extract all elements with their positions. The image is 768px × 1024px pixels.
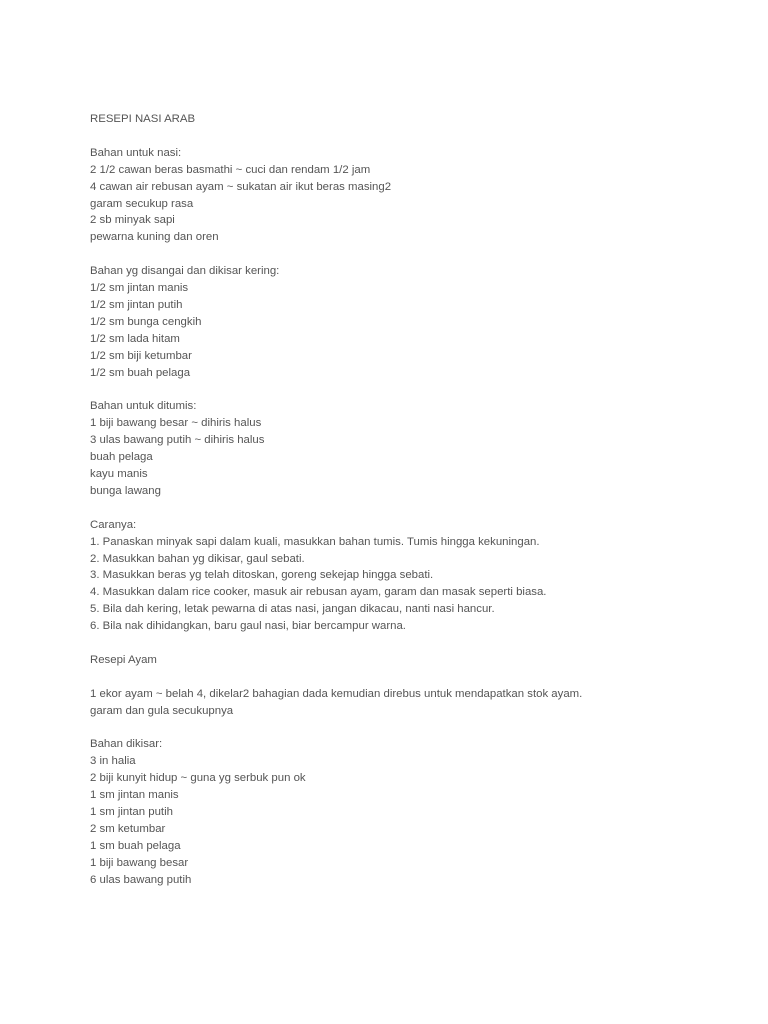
- step-line: 1. Panaskan minyak sapi dalam kuali, masukkan bahan tumis. Tumis hingga kekuningan.: [90, 535, 540, 548]
- section-bahan-tumis: [90, 398, 750, 499]
- step-line: 3. Masukkan beras yg telah ditoskan, goreng sekejap hingga sebati.: [90, 569, 434, 582]
- spacer: [90, 635, 750, 652]
- step-line: 5. Bila dah kering, letak pewarna di atas nasi, jangan dikacau, nanti nasi hancur.: [90, 603, 495, 616]
- section-caranya: [90, 517, 750, 635]
- ingredient-line: 1 sm buah pelaga: [90, 839, 181, 852]
- section-heading: Bahan untuk nasi:: [90, 146, 182, 159]
- section-heading: Bahan dikisar:: [90, 738, 163, 751]
- spacer: [90, 669, 750, 686]
- ingredient-line: garam secukup rasa: [90, 197, 194, 210]
- section-heading: Bahan untuk ditumis:: [90, 400, 197, 413]
- ingredient-line: 1/2 sm jintan putih: [90, 298, 183, 311]
- ingredient-line: 1/2 sm biji ketumbar: [90, 349, 192, 362]
- section-heading: Caranya:: [90, 518, 137, 531]
- ingredient-line: 1/2 sm lada hitam: [90, 332, 180, 345]
- ingredient-line: 1/2 sm buah pelaga: [90, 366, 191, 379]
- step-line: 4. Masukkan dalam rice cooker, masuk air rebusan ayam, garam dan masak seperti biasa.: [90, 586, 547, 599]
- ingredient-line: buah pelaga: [90, 451, 153, 464]
- ingredient-line: 1 biji bawang besar ~ dihiris halus: [90, 417, 262, 430]
- subrecipe-title: Resepi Ayam: [90, 653, 157, 666]
- spacer: [90, 500, 750, 517]
- ingredient-line: 1 sm jintan putih: [90, 806, 173, 819]
- ingredient-line: garam dan gula secukupnya: [90, 704, 234, 717]
- ingredient-line: pewarna kuning dan oren: [90, 231, 219, 244]
- ingredient-line: 2 biji kunyit hidup ~ guna yg serbuk pun ok: [90, 772, 306, 785]
- section-ayam: [90, 686, 750, 720]
- document-page: [90, 111, 750, 889]
- ingredient-line: 1 biji bawang besar: [90, 856, 189, 869]
- ingredient-line: 6 ulas bawang putih: [90, 873, 192, 886]
- ingredient-line: 1/2 sm jintan manis: [90, 282, 189, 295]
- section-bahan-nasi: [90, 145, 750, 246]
- ingredient-line: 3 ulas bawang putih ~ dihiris halus: [90, 434, 265, 447]
- ingredient-line: 1 ekor ayam ~ belah 4, dikelar2 bahagian dada kemudian direbus untuk mendapatkan stok ayam.: [90, 687, 583, 700]
- ingredient-line: bunga lawang: [90, 484, 161, 497]
- step-line: 2. Masukkan bahan yg dikisar, gaul sebati.: [90, 552, 305, 565]
- ingredient-line: 3 in halia: [90, 755, 136, 768]
- recipe-title: RESEPI NASI ARAB: [90, 113, 196, 125]
- ingredient-line: 2 sm ketumbar: [90, 822, 166, 835]
- ingredient-line: 1/2 sm bunga cengkih: [90, 315, 202, 328]
- spacer: [90, 381, 750, 398]
- step-line: 6. Bila nak dihidangkan, baru gaul nasi, biar bercampur warna.: [90, 620, 406, 633]
- spacer: [90, 246, 750, 263]
- section-bahan-dikisar: [90, 736, 750, 888]
- ingredient-line: 4 cawan air rebusan ayam ~ sukatan air ikut beras masing2: [90, 180, 392, 193]
- ingredient-line: 2 1/2 cawan beras basmathi ~ cuci dan rendam 1/2 jam: [90, 163, 371, 176]
- ingredient-line: 2 sb minyak sapi: [90, 214, 175, 227]
- section-heading: Bahan yg disangai dan dikisar kering:: [90, 265, 280, 278]
- section-bahan-sangai: [90, 263, 750, 381]
- ingredient-line: kayu manis: [90, 467, 148, 480]
- spacer: [90, 720, 750, 737]
- spacer: [90, 128, 750, 145]
- ingredient-line: 1 sm jintan manis: [90, 789, 179, 802]
